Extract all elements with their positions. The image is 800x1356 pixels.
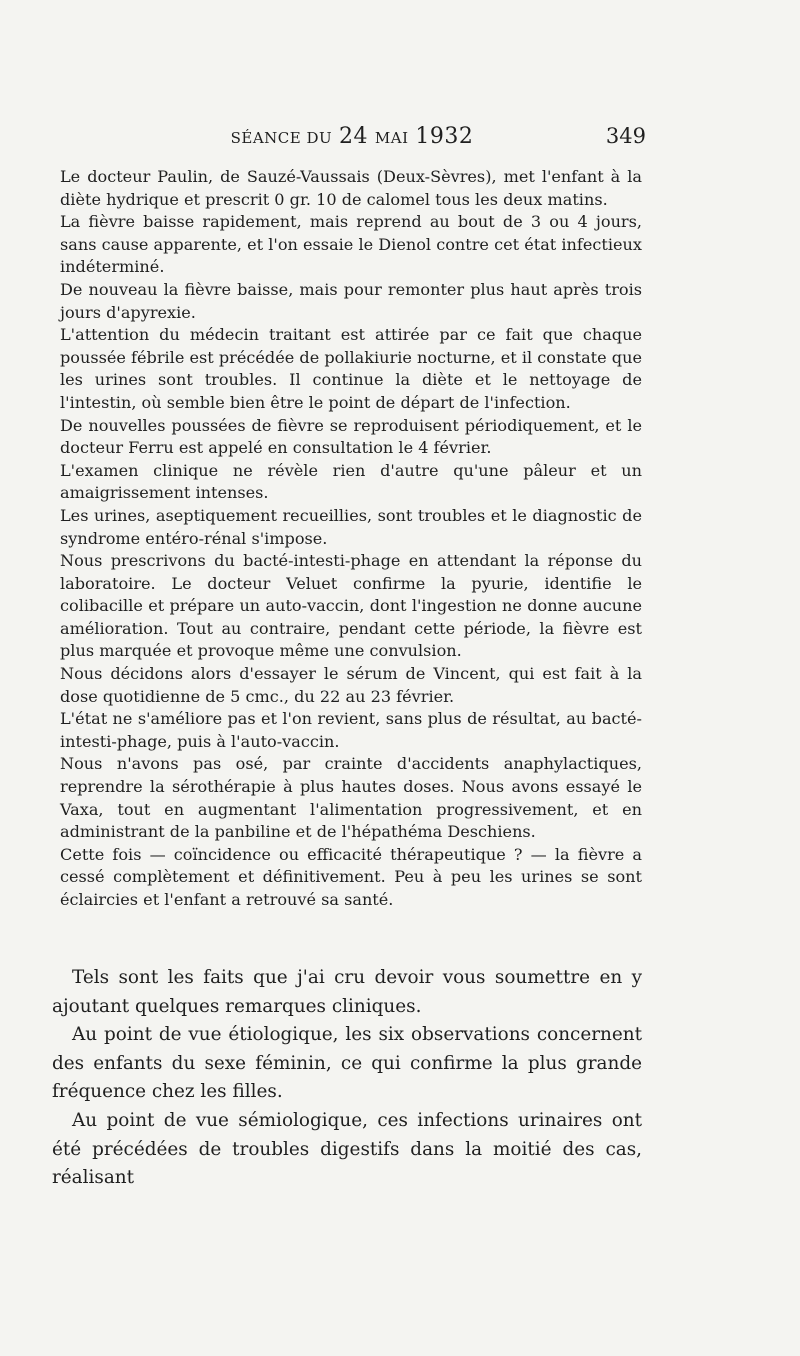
paragraph: Nous prescrivons du bacté-intesti-phage en attendant la réponse du laboratoire. Le docteur Veluet confirme la pyurie, identifie le colibacille et prépare un auto-vaccin, dont l'ingestion ne donne aucune amélioration. Tout au contraire, pendant cette période, la fièvre est plus marquée et provoque même une convulsion. xyxy=(60,551,642,661)
paragraph: Au point de vue sémiologique, ces infections urinaires ont été précédées de troubles digestifs dans la moitié des cas, réalisant xyxy=(52,1109,642,1189)
paragraph: Tels sont les faits que j'ai cru devoir vous soumettre en y ajoutant quelques remarques cliniques. xyxy=(52,967,642,1017)
paragraph: De nouveau la fièvre baisse, mais pour remonter plus haut après trois jours d'apyrexie. xyxy=(60,279,642,322)
header-seance: SÉANCE DU xyxy=(230,129,333,147)
paragraph: L'attention du médecin traitant est attirée par ce fait que chaque poussée fébrile est précédée de pollakiurie nocturne, et il constate que les urines sont troubles. Il continue la diète et le nettoyage de l'intestin, où semble bien être le point de départ de l'infection. xyxy=(60,325,642,412)
page-number: 349 xyxy=(605,124,646,148)
paragraph: La fièvre baisse rapidement, mais reprend au bout de 3 ou 4 jours, sans cause apparente, et l'on essaie le Dienol contre cet état infectieux indéterminé. xyxy=(60,212,642,277)
paragraph: Le docteur Paulin, de Sauzé-Vaussais (Deux-Sèvres), met l'enfant à la diète hydrique et prescrit 0 gr. 10 de calomel tous les deux matins. xyxy=(60,167,642,209)
paragraph: Nous n'avons pas osé, par crainte d'accidents anaphylactiques, reprendre la sérothérapie à plus hautes doses. Nous avons essayé le Vaxa, tout en augmentant l'alimentation progressivement, et en administrant de la panbiline et de l'hépathéma Deschiens. xyxy=(60,754,642,842)
paragraph: Cette fois — coïncidence ou efficacité thérapeutique ? — la fièvre a cessé complètement et définitivement. Peu à peu les urines se sont éclaircies et l'enfant a retrouvé sa santé. xyxy=(60,844,642,909)
paragraph: Les urines, aseptiquement recueillies, sont troubles et le diagnostic de syndrome entéro-rénal s'impose. xyxy=(60,505,642,548)
discussion-text xyxy=(52,964,642,1193)
header-year: 1932 xyxy=(415,124,474,149)
paragraph: De nouvelles poussées de fièvre se reproduisent périodiquement, et le docteur Ferru est appelé en consultation le 4 février. xyxy=(60,415,642,458)
header-month: MAI xyxy=(374,129,409,147)
header-day: 24 xyxy=(339,124,369,149)
running-header xyxy=(62,124,646,154)
paragraph: Nous décidons alors d'essayer le sérum de Vincent, qui est fait à la dose quotidienne de 5 cmc., du 22 au 23 février. xyxy=(60,664,642,706)
observation-text xyxy=(60,166,642,912)
paragraph: L'état ne s'améliore pas et l'on revient, sans plus de résultat, au bacté-intesti-phage, puis à l'auto-vaccin. xyxy=(60,709,642,751)
header-title xyxy=(62,124,642,149)
paragraph: Au point de vue étiologique, les six observations concernent des enfants du sexe féminin, ce qui confirme la plus grande fréquence chez les filles. xyxy=(52,1024,642,1103)
paragraph: L'examen clinique ne révèle rien d'autre qu'une pâleur et un amaigrissement intenses. xyxy=(60,460,642,503)
